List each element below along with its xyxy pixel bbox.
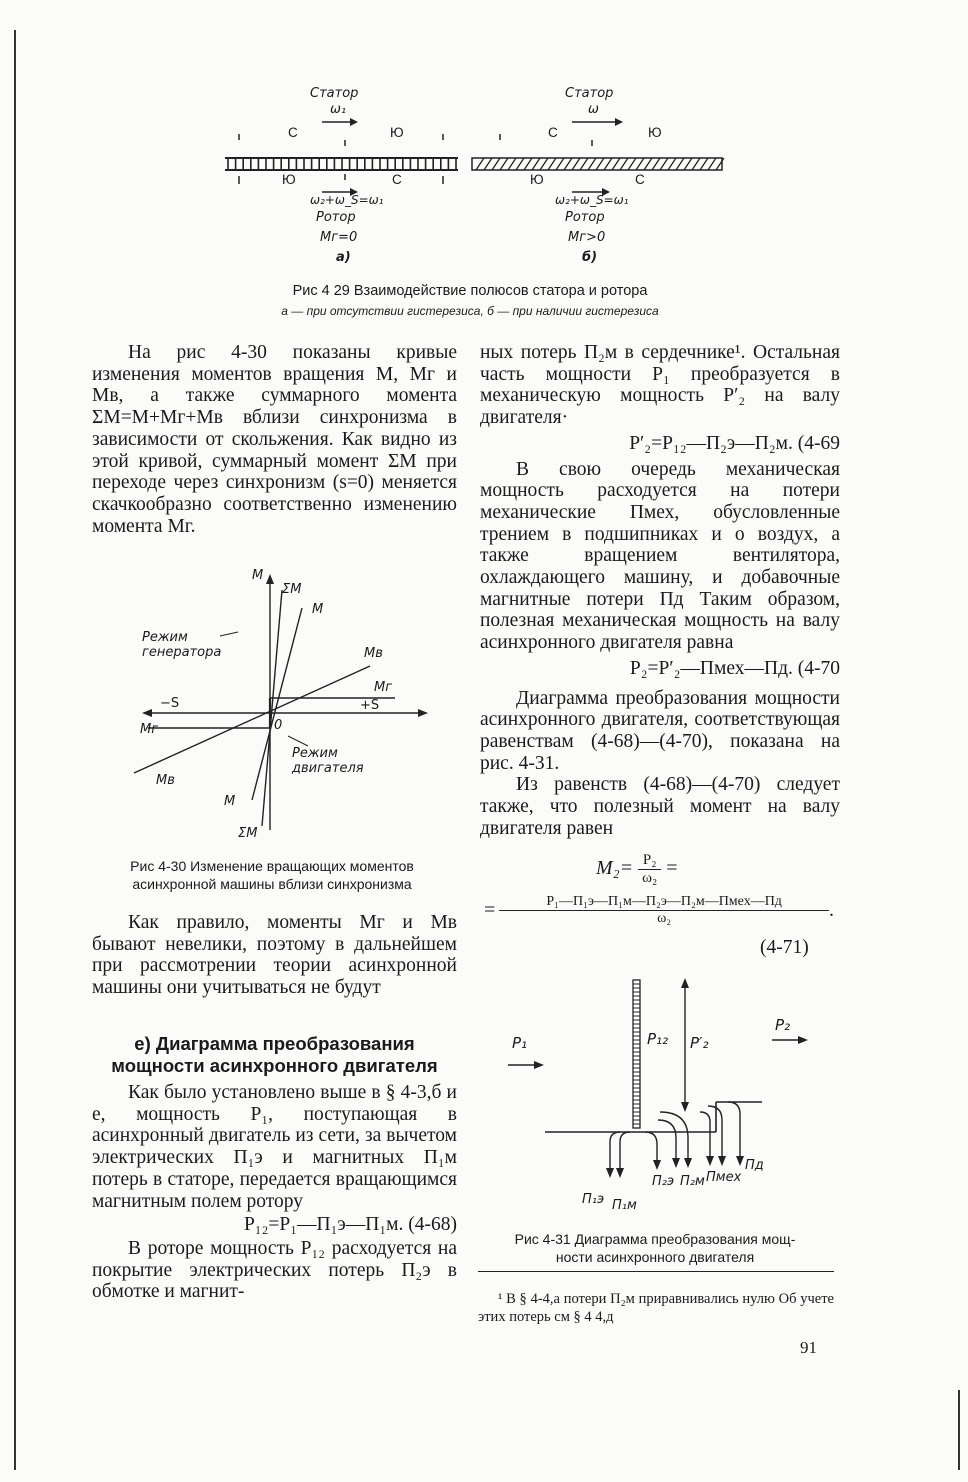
fig429a-bottom-pole-1: Ю xyxy=(282,172,296,187)
hysteresis-hatch xyxy=(716,158,724,170)
fig430-caption-line-2: асинхронной машины вблизи синхронизма xyxy=(132,876,412,892)
fig429b-top-pole-1: С xyxy=(548,125,558,140)
fig430-label-Mg-left: Mг xyxy=(140,722,159,737)
fig430-label-SM-top: ΣM xyxy=(282,582,302,597)
hysteresis-hatch xyxy=(644,158,652,170)
page-edge-mark xyxy=(958,1390,960,1470)
hysteresis-hatch xyxy=(636,158,644,170)
fig429a-top-pole-2: Ю xyxy=(390,125,404,140)
eq71-long-numerator: P₁—П₁э—П₁м—П₂э—П₂м—Пмех—Пд xyxy=(499,894,829,911)
fig429b-rotor-label: Ротор xyxy=(565,210,605,225)
hysteresis-hatch xyxy=(524,158,532,170)
hysteresis-hatch xyxy=(612,158,620,170)
equation-4-70: P₂=P′₂—Пмех—Пд. (4-70 xyxy=(629,657,840,679)
eq71-lhs: M₂= xyxy=(596,857,634,880)
fig429b-top-pole-2: Ю xyxy=(648,125,662,140)
left-paragraph-4: В роторе мощность P₁₂ расходуется на покрытие электрических потерь П₂э в обмотке и магнит- xyxy=(92,1237,457,1303)
hysteresis-hatch xyxy=(564,158,572,170)
fig431-label-P2m: П₂м xyxy=(680,1174,705,1189)
fig431-label-P1e: П₁э xyxy=(582,1192,605,1207)
fig429b-letter: б) xyxy=(582,250,598,265)
fig430-label-plus-s: +S xyxy=(360,698,380,713)
hysteresis-hatch xyxy=(556,158,564,170)
fig431-caption-line-2: ности асинхронного двигателя xyxy=(555,1249,755,1265)
fig429-caption: Рис 4 29 Взаимодействие полюсов статора и ротора xyxy=(292,283,648,299)
hysteresis-hatch xyxy=(492,158,500,170)
fig429b-moment: Mг>0 xyxy=(568,230,606,245)
hysteresis-hatch xyxy=(588,158,596,170)
fig430-label-motor-mode: Режим двигателя xyxy=(292,746,364,776)
eq71-equals: = xyxy=(666,857,678,880)
right-paragraph-3: Диаграмма преобразования мощности асинхронного двигателя, соответствующая равенствам (4-68)—(4-70), показана на рис. 4-31. xyxy=(480,687,840,774)
fig429a-moment: Mг=0 xyxy=(320,230,358,245)
hysteresis-hatch xyxy=(708,158,716,170)
hysteresis-hatch xyxy=(580,158,588,170)
fig429a-rotor-label: Ротор xyxy=(316,210,356,225)
hysteresis-hatch xyxy=(500,158,508,170)
fig429a-bottom-pole-2: С xyxy=(392,172,402,187)
figure-4-29 xyxy=(210,80,730,280)
page-edge-line xyxy=(14,30,16,1470)
fig429a-letter: а) xyxy=(336,250,351,265)
fig431-label-P12: P₁₂ xyxy=(647,1030,669,1048)
right-paragraph-4: Из равенств (4-68)—(4-70) следует также, что полезный момент на валу двигателя равен xyxy=(480,774,840,839)
equation-4-71-long: = $\frac{\text{P₁—П₁э—П₁м—П₂э—П₂м—Пмех—Пд}}{\text{ω₂}}$ . xyxy=(484,894,834,926)
fig431-label-Pd: Пд xyxy=(745,1158,764,1173)
fig430-label-Mg-right: Mг xyxy=(374,680,393,695)
left-paragraph-2: Как правило, моменты Mг и Mв бывают невелики, поэтому в дальнейшем при рассмотрении теории асинхронной машины они учитываться не будут xyxy=(92,912,457,999)
hysteresis-hatch xyxy=(676,158,684,170)
hysteresis-hatch xyxy=(692,158,700,170)
fig431-label-P1m: П₁м xyxy=(612,1198,637,1213)
footnote-rule xyxy=(478,1271,834,1272)
section-heading: е) Диаграмма преобразования мощности асинхронного двигателя xyxy=(111,1033,438,1076)
fig429b-stator-speed: ω xyxy=(588,102,599,117)
fig429b-bottom-pole-1: Ю xyxy=(530,172,544,187)
fig430-label-M-bottom: M xyxy=(224,794,236,809)
fig430-label-Mv-left: Mв xyxy=(156,773,175,788)
fig430-label-Mv-right: Mв xyxy=(364,646,383,661)
hysteresis-hatch xyxy=(668,158,676,170)
fig431-label-P2prime: P′₂ xyxy=(690,1034,709,1052)
eq71-long-denominator: ω₂ xyxy=(657,911,672,926)
hysteresis-hatch xyxy=(532,158,540,170)
hysteresis-hatch xyxy=(652,158,660,170)
hysteresis-hatch xyxy=(540,158,548,170)
fig430-label-gen-mode: Режим генератора xyxy=(142,630,222,660)
fig429-subcaption: а — при отсутствии гистерезиса, б — при наличии гистерезиса xyxy=(281,304,659,318)
fig429b-rotor-speed: ω₂+ω_S=ω₁ xyxy=(555,193,629,207)
eq71-number: (4-71) xyxy=(760,937,809,958)
fig431-label-P2: P₂ xyxy=(775,1016,791,1034)
hysteresis-hatch xyxy=(660,158,668,170)
figure-4-30 xyxy=(120,568,450,848)
hysteresis-hatch xyxy=(596,158,604,170)
hysteresis-hatch xyxy=(508,158,516,170)
fig429b-bottom-pole-2: С xyxy=(635,172,645,187)
fig430-label-M-top: M xyxy=(252,568,264,583)
left-column-lower xyxy=(92,912,457,999)
hysteresis-hatch xyxy=(700,158,708,170)
fig430-caption-line-1: Рис 4-30 Изменение вращающих моментов xyxy=(130,858,414,874)
fig429b-stator-label: Статор xyxy=(565,86,614,101)
fig430-label-SM-bottom: ΣM xyxy=(238,826,258,841)
hysteresis-hatch xyxy=(684,158,692,170)
hysteresis-hatch xyxy=(620,158,628,170)
fig429a-stator-speed: ω₁ xyxy=(330,102,347,117)
hysteresis-hatch xyxy=(628,158,636,170)
equation-4-69: P′₂=P₁₂—П₂э—П₂м. (4-69 xyxy=(629,432,840,454)
fig431-label-P1: P₁ xyxy=(512,1034,528,1052)
fig431-caption-line-1: Рис 4-31 Диаграмма преобразования мощ- xyxy=(514,1231,796,1247)
fig429a-top-pole-1: С xyxy=(288,125,298,140)
right-column xyxy=(480,342,840,839)
eq71-short-denominator: ω₂ xyxy=(642,870,658,886)
fig430-label-origin: 0 xyxy=(274,718,283,733)
left-column-bottom xyxy=(92,1082,457,1303)
equation-4-71-top xyxy=(596,852,678,887)
fig430-label-minus-s: −S xyxy=(160,696,180,711)
eq71-short-numerator: P₂ xyxy=(638,852,661,870)
fig430-label-M-right: M xyxy=(312,602,324,617)
fig431-label-P2e: П₂э xyxy=(652,1174,675,1189)
hysteresis-hatch xyxy=(516,158,524,170)
hysteresis-hatch xyxy=(572,158,580,170)
fig429a-rotor-speed: ω₂+ω_S=ω₁ xyxy=(310,193,384,207)
hysteresis-hatch xyxy=(484,158,492,170)
equation-4-68: P₁₂=P₁—П₁э—П₁м. (4-68) xyxy=(243,1214,457,1236)
right-paragraph-1: ных потерь П₂м в сердечнике¹. Остальная часть мощности P₁ преобразуется в механическую мощность P′₂ на валу двигателя· xyxy=(480,342,840,429)
hysteresis-hatch xyxy=(604,158,612,170)
eq71-short-fraction xyxy=(638,852,661,887)
fig429a-stator-label: Статор xyxy=(310,86,359,101)
figure-4-31 xyxy=(500,972,830,1222)
fig431-label-Pmech: Пмех xyxy=(706,1170,742,1185)
hysteresis-hatch xyxy=(548,158,556,170)
left-column xyxy=(92,342,457,537)
left-paragraph-3: Как было установлено выше в § 4-3,б и е, мощность P₁, поступающая в асинхронный двигатель из сети, за вычетом электрических П₁э и магнитных П₁м потерь в статоре, передается вращающимся магнитным полем ротору xyxy=(92,1082,457,1212)
right-paragraph-2: В свою очередь механическая мощность расходуется на потери механические Пмех, обусловленные трением в подшипниках и о воздух, а также вращением вентилятора, охлаждающего машину, и добавочные магнитные потери Пд Таким образом, полезная механическая мощность на валу асинхронного двигателя равна xyxy=(480,458,840,654)
left-paragraph-1: На рис 4-30 показаны кривые изменения моментов вращения M, Mг и Mв, а также суммарного момента ΣM=M+Mг+Mв вблизи синхронизма в зависимости от скольжения. Как видно из этой кривой, суммарный момент ΣM при переходе через синхронизм (s=0) меняется скачкообразно соответственно изменению момента Mг. xyxy=(92,342,457,537)
hysteresis-hatch xyxy=(476,158,484,170)
page-number: 91 xyxy=(800,1338,817,1357)
footnote: ¹ В § 4-4,а потери П₂м приравнивались нулю Об учете этих потерь см § 4 4,д xyxy=(478,1291,834,1325)
